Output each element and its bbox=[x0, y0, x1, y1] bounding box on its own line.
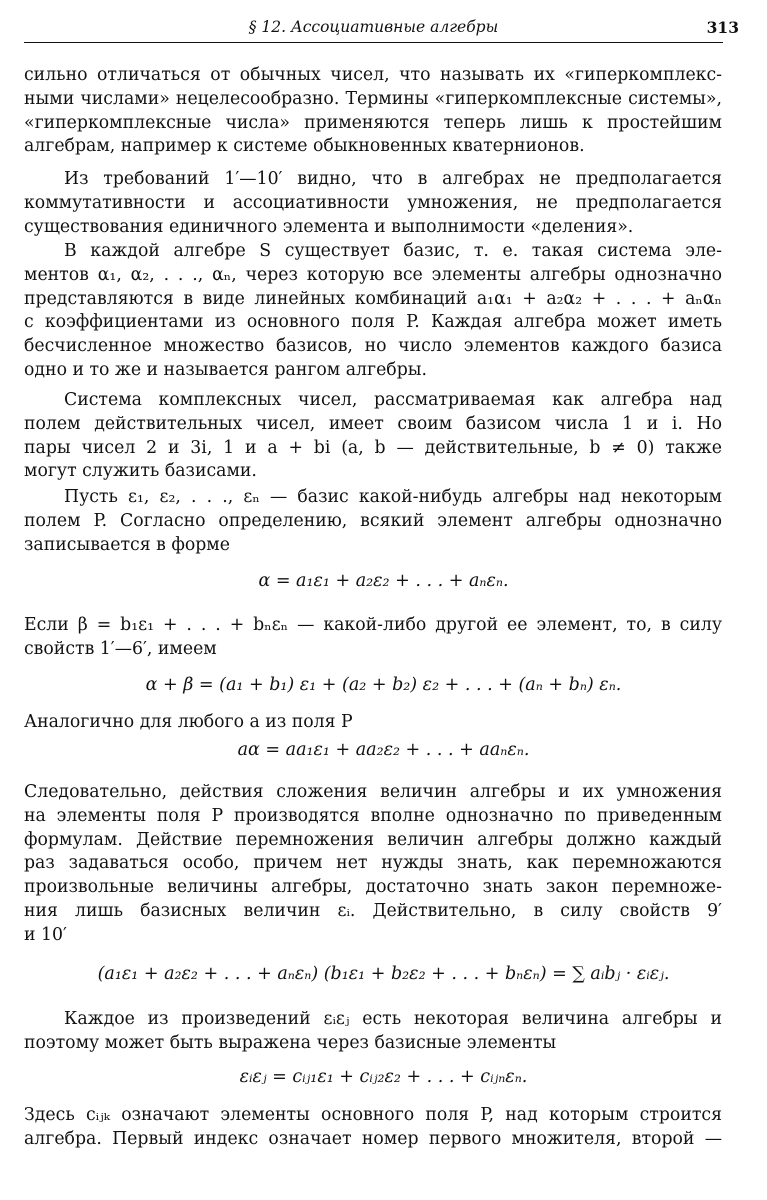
formula-sum: α + β = (a₁ + b₁) ε₁ + (a₂ + b₂) ε₂ + . . . + (aₙ + bₙ) εₙ. bbox=[145, 675, 622, 695]
text-line: Пусть ε₁, ε₂, . . ., εₙ — базис какой-нибудь алгебры над некоторым bbox=[64, 487, 722, 507]
text-line: формулам. Действие перемножения величин алгебры должно каждый bbox=[24, 829, 722, 850]
text-line: сильно отличаться от обычных чисел, что называть их «гиперкомплекс- bbox=[24, 65, 722, 85]
text-line: раз задаваться особо, причем нет нужды знать, как перемножаются bbox=[24, 853, 722, 874]
text-line: ментов α₁, α₂, . . ., αₙ, через которую все элементы алгебры однозначно bbox=[24, 264, 722, 285]
text-line: Здесь cᵢⱼₖ означают элементы основного поля P, над которым строится bbox=[24, 1105, 722, 1125]
text-line: поэтому может быть выражена через базисные элементы bbox=[24, 1032, 557, 1053]
text-line: свойств 1′—6′, имеем bbox=[24, 638, 217, 659]
text-line: пары чисел 2 и 3i, 1 и a + bi (a, b — действительные, b ≠ 0) также bbox=[24, 437, 722, 458]
text-line: и 10′ bbox=[24, 924, 67, 945]
formula-product: (a₁ε₁ + a₂ε₂ + . . . + aₙεₙ) (b₁ε₁ + b₂ε₂ + . . . + bₙεₙ) = ∑ aᵢbⱼ · εᵢεⱼ. bbox=[97, 964, 670, 984]
paragraph-4 bbox=[24, 389, 722, 484]
text-line: Аналогично для любого a из поля P bbox=[24, 712, 353, 732]
text-line: полем действительных чисел, имеет своим базисом числа 1 и i. Но bbox=[24, 413, 722, 434]
paragraph-1 bbox=[24, 64, 722, 159]
text-line: «гиперкомплексные числа» применяются теперь лишь к простейшим bbox=[24, 112, 722, 133]
text-line: с коэффициентами из основного поля P. Каждая алгебра может иметь bbox=[24, 312, 722, 333]
text-line: В каждой алгебре S существует базис, т. е. такая система эле- bbox=[64, 241, 722, 261]
formula-scalar: aα = aa₁ε₁ + aa₂ε₂ + . . . + aaₙεₙ. bbox=[237, 740, 530, 760]
text-line: ния лишь базисных величин εᵢ. Действительно, в силу свойств 9′ bbox=[24, 900, 722, 921]
paragraph-10 bbox=[24, 1104, 722, 1152]
text-line: коммутативности и ассоциативности умножения, не предполагается bbox=[24, 192, 722, 213]
paragraph-8 bbox=[24, 781, 722, 948]
text-line: одно и то же и называется рангом алгебры. bbox=[24, 359, 428, 380]
paragraph-3 bbox=[24, 240, 722, 383]
text-line: алгебрам, например к системе обыкновенных кватернионов. bbox=[24, 136, 585, 157]
text-line: алгебра. Первый индекс означает номер первого множителя, второй — bbox=[24, 1128, 722, 1149]
text-line: могут служить базисами. bbox=[24, 461, 257, 482]
paragraph-9 bbox=[24, 1008, 722, 1056]
paragraph-7 bbox=[24, 711, 722, 735]
text-line: на элементы поля P производятся вполне однозначно по приведенным bbox=[24, 805, 722, 826]
header-title: § 12. Ассоциативные алгебры bbox=[248, 18, 499, 36]
text-line: полем P. Согласно определению, всякий элемент алгебры однозначно bbox=[24, 510, 722, 531]
text-line: бесчисленное множество базисов, но число элементов каждого базиса bbox=[24, 336, 722, 357]
formula-structure-constants: εᵢεⱼ = cᵢⱼ₁ε₁ + cᵢⱼ₂ε₂ + . . . + cᵢⱼₙεₙ. bbox=[239, 1067, 528, 1087]
text-line: Из требований 1′—10′ видно, что в алгебрах не предполагается bbox=[64, 169, 722, 189]
text-line: существования единичного элемента и выполнимости «деления». bbox=[24, 216, 634, 237]
text-line: ными числами» нецелесообразно. Термины «гиперкомплексные системы», bbox=[24, 88, 722, 109]
running-header bbox=[24, 18, 739, 43]
paragraph-2 bbox=[24, 168, 722, 239]
text-line: Если β = b₁ε₁ + . . . + bₙεₙ — какой-либо другой ее элемент, то, в силу bbox=[24, 615, 722, 635]
text-line: записывается в форме bbox=[24, 534, 230, 555]
text-line: Каждое из произведений εᵢεⱼ есть некоторая величина алгебры и bbox=[64, 1009, 722, 1029]
text-line: Система комплексных чисел, рассматриваемая как алгебра над bbox=[64, 390, 722, 410]
paragraph-6 bbox=[24, 614, 722, 662]
text-line: произвольные величины алгебры, достаточно знать закон перемноже- bbox=[24, 877, 722, 898]
text-line: представляются в виде линейных комбинаций a₁α₁ + a₂α₂ + . . . + aₙαₙ bbox=[24, 288, 722, 309]
text-line: Следовательно, действия сложения величин алгебры и их умножения bbox=[24, 782, 722, 802]
paragraph-5 bbox=[24, 486, 722, 557]
page-number: 313 bbox=[706, 18, 739, 37]
formula-alpha: α = a₁ε₁ + a₂ε₂ + . . . + aₙεₙ. bbox=[258, 571, 509, 591]
